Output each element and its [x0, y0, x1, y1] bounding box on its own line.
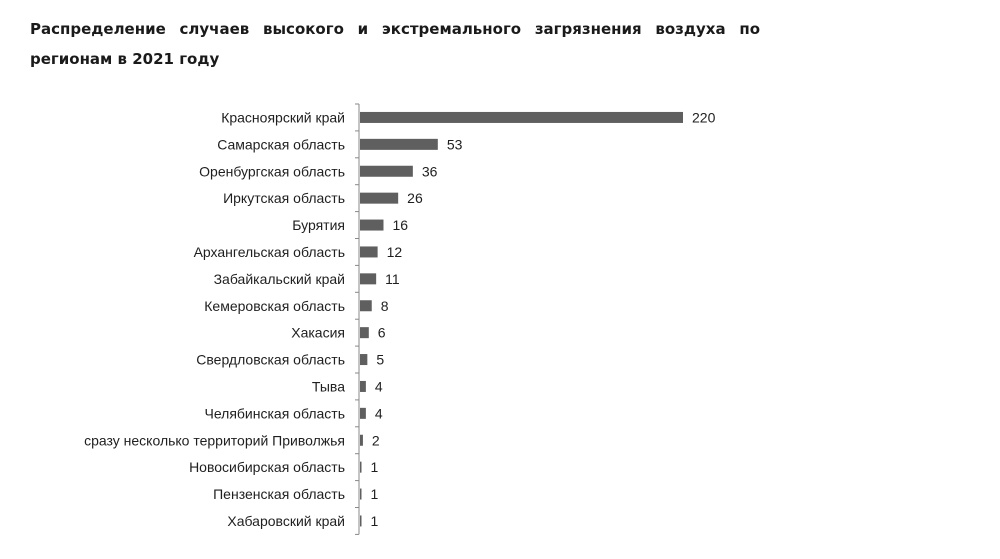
data-label: 5 [376, 351, 385, 368]
bar [360, 166, 413, 177]
bar [360, 193, 398, 204]
data-label: 12 [386, 243, 403, 260]
data-label: 16 [392, 217, 409, 234]
data-label: 26 [407, 190, 423, 207]
bar [360, 462, 362, 473]
data-label: 4 [374, 378, 383, 395]
category-label: Пензенская область [213, 486, 345, 503]
data-label: 6 [377, 324, 386, 341]
chart-title: Распределение случаев высокого и экстремального загрязнения воздуха по регионам в 2021 году [30, 20, 760, 68]
bar [360, 515, 362, 526]
data-label: 1 [370, 486, 379, 503]
data-label: 11 [385, 270, 400, 287]
category-label: Хабаровский край [227, 512, 345, 529]
category-label: Самарская область [217, 136, 345, 153]
category-label: Хакасия [291, 324, 345, 341]
category-label: Иркутская область [223, 190, 345, 207]
data-label: 1 [370, 512, 379, 529]
data-label: 53 [446, 136, 463, 153]
axis-layer [355, 104, 359, 534]
bar [360, 354, 367, 365]
category-label: Забайкальский край [213, 270, 345, 287]
category-label: сразу несколько территорий Приволжья [84, 432, 345, 449]
bar [360, 246, 378, 257]
bar [360, 112, 683, 123]
category-label: Красноярский край [221, 109, 345, 126]
data-label: 4 [374, 405, 383, 422]
data-label: 1 [370, 459, 379, 476]
bar [360, 489, 362, 500]
bar [360, 220, 383, 231]
bar [360, 327, 369, 338]
bar [360, 408, 366, 419]
category-label: Свердловская область [196, 351, 345, 368]
category-label: Оренбургская область [199, 163, 345, 180]
bar [360, 300, 372, 311]
bar-layer [360, 112, 683, 527]
data-label: 36 [421, 163, 438, 180]
category-label: Новосибирская область [189, 459, 345, 476]
bar [360, 435, 363, 446]
bar [360, 139, 438, 150]
bar [360, 381, 366, 392]
category-label: Бурятия [292, 217, 345, 234]
data-label: 220 [692, 109, 716, 126]
category-label: Архангельская область [193, 243, 345, 260]
category-label: Кемеровская область [204, 297, 345, 314]
category-label: Тыва [311, 378, 345, 395]
bar [360, 273, 376, 284]
data-label: 8 [380, 297, 389, 314]
category-label: Челябинская область [204, 405, 345, 422]
data-label: 2 [371, 432, 380, 449]
